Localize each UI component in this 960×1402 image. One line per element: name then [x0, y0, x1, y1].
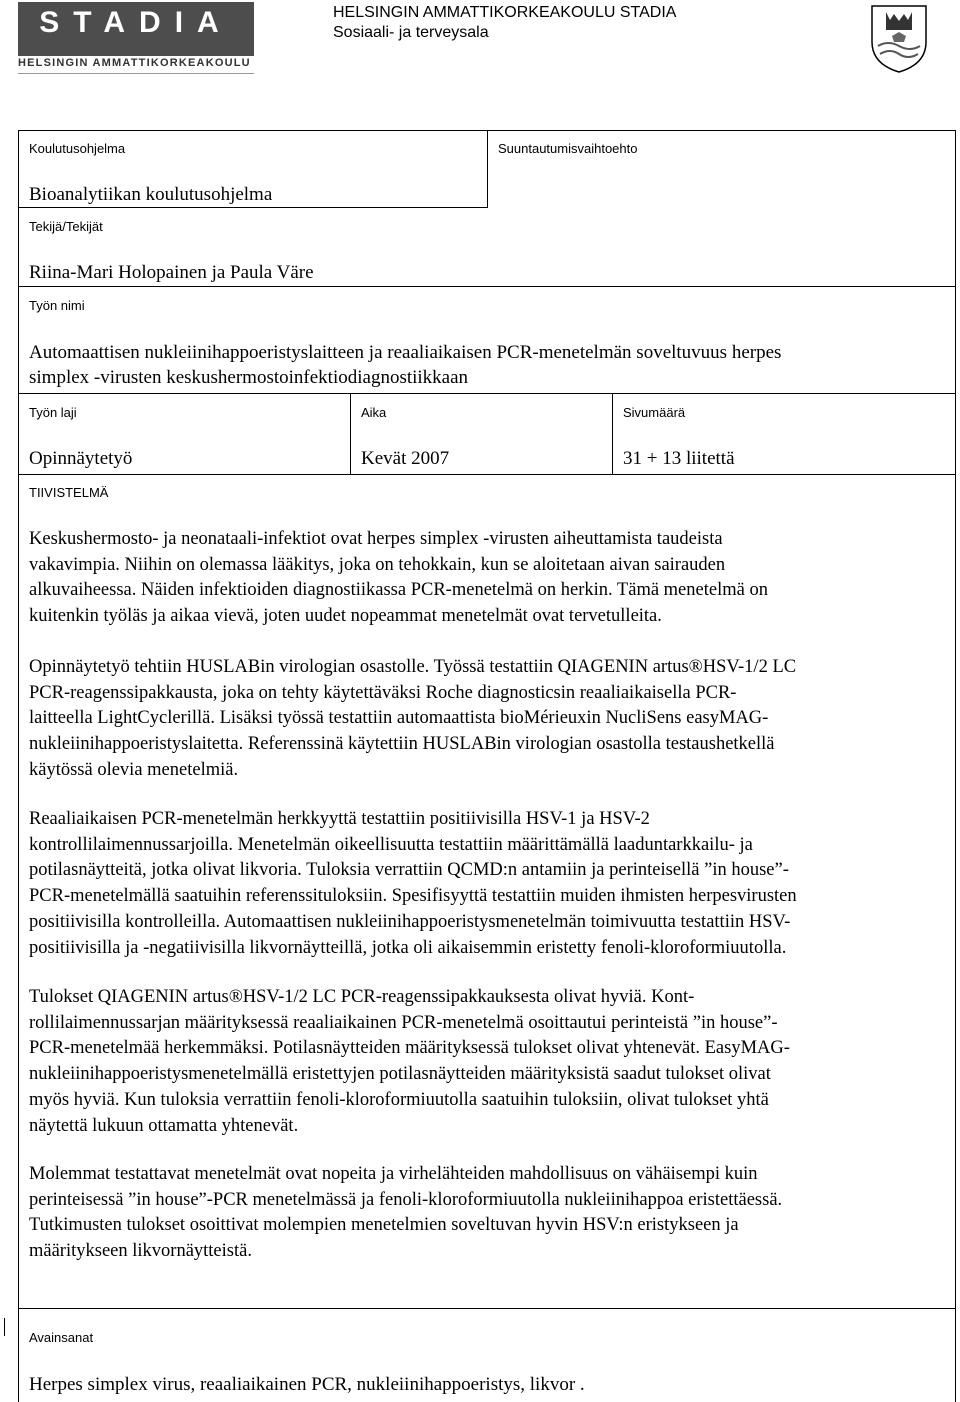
text-line: Keskushermosto- ja neonataali-infektiot ovat herpes simplex -virusten aiheuttamista taudeista [29, 529, 723, 549]
abstract-paragraph [29, 1162, 949, 1265]
divider [18, 207, 488, 208]
text-line: potilasnäytteitä, jotka olivat likvoria. Tuloksia verrattiin QCMD:n antamiin ja perinteisellä ”in house”- [29, 860, 789, 881]
text-line: määritykseen likvornäytteistä. [29, 1241, 252, 1262]
work-type-label: Työn laji [29, 405, 77, 420]
text-line: positiivisilla ja -negatiivisilla likvornäytteillä, jotka oli aikaisemmin eristetty fenoli-kloroformiuutolla. [29, 937, 787, 958]
divider [350, 393, 351, 475]
text-line: perinteisessä ”in house”-PCR menetelmässä ja fenoli-kloroformiuutolla nukleiinihappoa eristettäessä. [29, 1189, 783, 1210]
abstract-paragraph [29, 527, 949, 630]
text-line: PCR-menetelmällä saatuihin referenssituloksiin. Spesifisyyttä testattiin muiden ihmisten herpesvirusten [29, 886, 797, 907]
text-line: PCR-reagenssipakkausta, joka on tehty käytettäväksi Roche diagnosticsin reaaliaikaisella PCR- [29, 682, 737, 703]
keywords-value: Herpes simplex virus, reaaliaikainen PCR, nukleiinihappoeristys, likvor . [29, 1374, 585, 1395]
time-label: Aika [361, 405, 387, 420]
stadia-logo [18, 2, 254, 56]
text-line: rollilaimennussarjan määrityksessä reaaliaikainen PCR-menetelmä osoittautui perinteistä ”in house”- [29, 1012, 778, 1033]
text-line: käytössä olevia menetelmiä. [29, 759, 239, 780]
time-value: Kevät 2007 [361, 448, 450, 469]
abstract-paragraph [29, 985, 949, 1139]
text-line: myös hyviä. Kun tuloksia verrattiin fenoli-kloroformiuutolla saatuihin tuloksiin, olivat tulokset yhtä [29, 1089, 769, 1110]
work-title-line: Automaattisen nukleiinihappoeristyslaitteen ja reaaliaikaisen PCR-menetelmän soveltuvuus herpes [29, 342, 782, 363]
authors-value: Riina-Mari Holopainen ja Paula Väre [29, 262, 314, 283]
orientation-label: Suuntautumisvaihtoehto [498, 141, 638, 156]
text-line: Reaaliaikaisen PCR-menetelmän herkkyyttä testattiin positiivisilla HSV-1 ja HSV-2 [29, 809, 650, 829]
text-line: kuitenkin työläs ja aikaa vievä, joten uudet nopeammat menetelmät ovat tervetulleita. [29, 606, 662, 627]
department-name: Sosiaali- ja terveysala [333, 24, 489, 41]
program-value: Bioanalytiikan koulutusohjelma [29, 184, 273, 205]
text-cursor [4, 1318, 5, 1336]
page-count-value: 31 + 13 liitettä [623, 448, 735, 469]
divider [18, 393, 956, 394]
logo-tagline: HELSINGIN AMMATTIKORKEAKOULU [18, 57, 251, 69]
text-line: kontrollilaimennussarjoilla. Menetelmän oikeellisuutta testattiin määrittämällä laaduntarkkailu- ja [29, 834, 753, 855]
work-title-label: Työn nimi [29, 298, 85, 313]
authors-label: Tekijä/Tekijät [29, 219, 103, 234]
divider [18, 474, 956, 475]
text-line: nukleiinihappoeristyslaitetta. Referenssinä käytettiin HUSLABin virologian osastolla testaushetkellä [29, 734, 775, 755]
text-line: laitteella LightCyclerillä. Lisäksi työssä testattiin automaattista bioMérieuxin NucliSens easyMAG- [29, 708, 769, 729]
text-line: näytettä lukuun ottamatta yhtenevät. [29, 1115, 299, 1136]
text-line: alkuvaiheessa. Näiden infektioiden diagnostiikassa PCR-menetelmä on herkin. Tämä menetelmä on [29, 580, 768, 601]
program-label: Koulutusohjelma [29, 141, 126, 156]
work-title-line: simplex -virusten keskushermostoinfektiodiagnostiikkaan [29, 367, 469, 388]
text-line: Opinnäytetyö tehtiin HUSLABin virologian osastolle. Työssä testattiin QIAGENIN artus®HSV-1/2 LC [29, 657, 797, 677]
work-type-value: Opinnäytetyö [29, 448, 133, 469]
text-line: nukleiinihappoeristysmenetelmällä eristettyjen potilasnäytteiden määrityksistä saadut tulokset olivat [29, 1064, 771, 1085]
logo-underline [18, 73, 254, 74]
divider [612, 393, 613, 475]
divider [487, 130, 488, 208]
helsinki-crest-icon [868, 2, 930, 74]
text-line: Molemmat testattavat menetelmät ovat nopeita ja virhelähteiden mahdollisuus on vähäisempi kuin [29, 1164, 758, 1184]
institution-name: HELSINGIN AMMATTIKORKEAKOULU STADIA [333, 4, 677, 21]
abstract-paragraph [29, 807, 949, 961]
divider [18, 286, 956, 287]
divider [18, 1308, 956, 1309]
text-line: positiivisilla kontrolleilla. Automaattisen nukleiinihappoeristysmenetelmän toimivuutta testattiin HSV- [29, 911, 791, 932]
page-count-label: Sivumäärä [623, 405, 686, 420]
keywords-label: Avainsanat [29, 1330, 94, 1345]
abstract-label: TIIVISTELMÄ [29, 485, 109, 500]
abstract-paragraph [29, 655, 949, 784]
text-line: vakavimpia. Niihin on olemassa lääkitys, joka on tehokkain, kun se aloitetaan aivan sairauden [29, 554, 726, 575]
text-line: Tulokset QIAGENIN artus®HSV-1/2 LC PCR-reagenssipakkauksesta olivat hyviä. Kont- [29, 987, 695, 1007]
logo-wordmark: STADIA [39, 6, 233, 39]
text-line: PCR-menetelmää herkemmäksi. Potilasnäytteiden määrityksessä tulokset olivat yhtenevät. EasyMAG- [29, 1038, 790, 1059]
text-line: Tutkimusten tulokset osoittivat molempien menetelmien soveltuvan hyvin HSV:n eristykseen ja [29, 1215, 739, 1236]
